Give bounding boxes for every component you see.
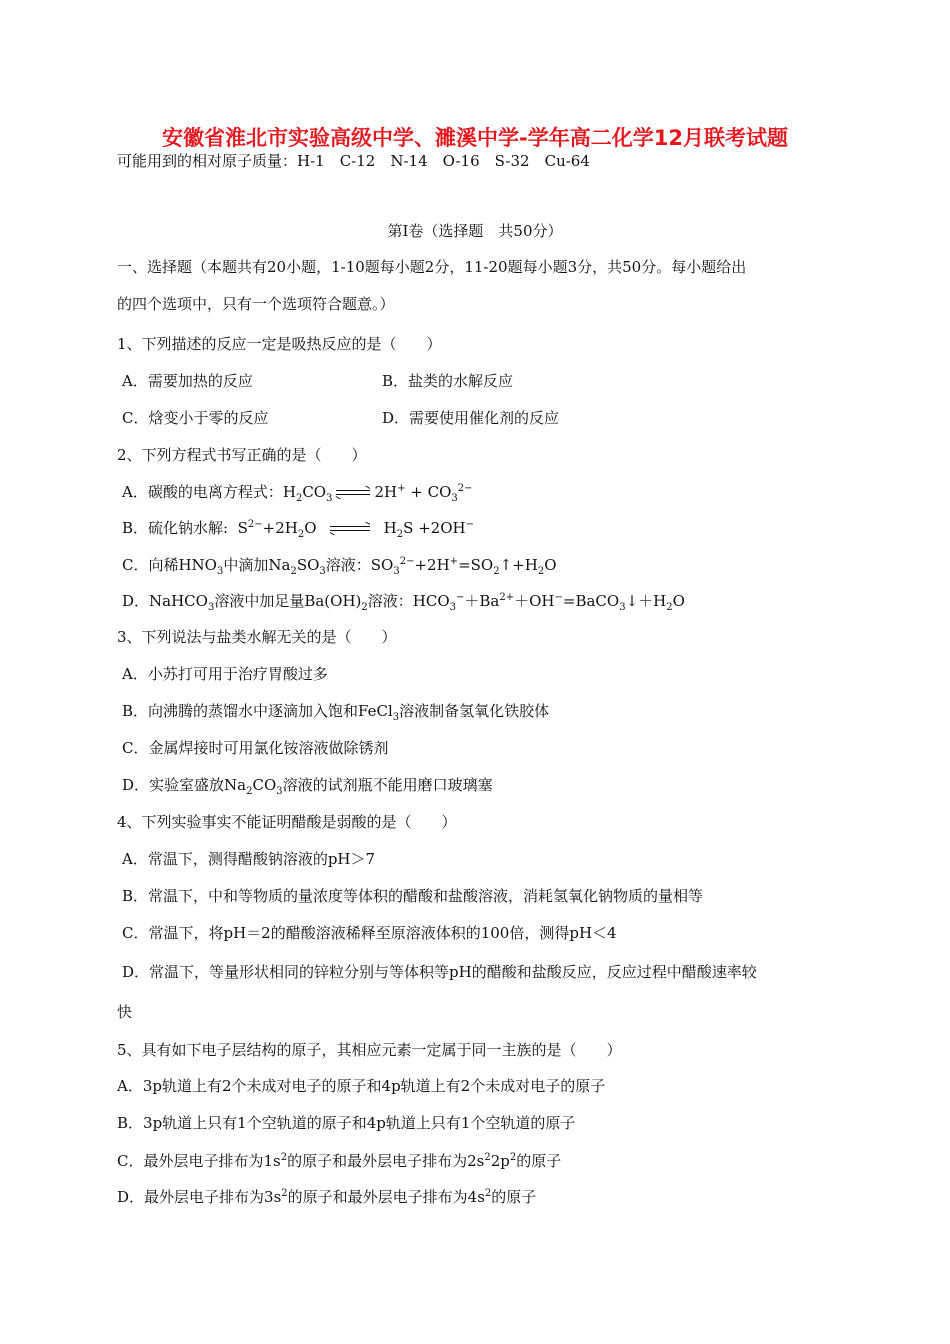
q4-option-d-line-2: 快: [117, 1003, 133, 1021]
instruction-line-1: 一、选择题（本题共有20小题，1-10题每小题2分，11-20题每小题3分，共50分。每小题给出: [117, 258, 747, 276]
q2-option-c: C．向稀$HNO_3$中滴加$Na_2SO_3$溶液：$SO_3^{2-}+2H^+=SO_2↑+H_2O$: [122, 556, 557, 577]
q4-option-d-line-1: D．常温下，等量形状相同的锌粒分别与等体积等pH的醋酸和盐酸反应，反应过程中醋酸速率较: [122, 963, 757, 981]
q3-option-b: B．向沸腾的蒸馏水中逐滴加入饱和FeCl$_3$溶液制备氢氧化铁胶体: [122, 702, 550, 723]
q1-option-d: D．需要使用催化剂的反应: [382, 409, 560, 427]
q3-option-a: A．小苏打可用于治疗胃酸过多: [122, 665, 328, 683]
q5-stem: 5、具有如下电子层结构的原子，其相应元素一定属于同一主族的是（ ）: [117, 1041, 622, 1059]
q5-option-c: C．最外层电子排布为$1s^2$的原子和最外层电子排布为$2s^22p^2$的原子: [117, 1152, 562, 1170]
atomic-masses: 可能用到的相对原子质量：H-1 C-12 N-14 O-16 S-32 Cu-64: [117, 152, 590, 170]
q4-option-c: C．常温下，将pH＝2的醋酸溶液稀释至原溶液体积的100倍，测得pH＜4: [122, 924, 617, 942]
equilibrium-arrow-icon: [330, 524, 370, 534]
page-title: 安徽省淮北市实验高级中学、濉溪中学-学年高二化学12月联考试题: [162, 126, 788, 150]
q1-option-b: B．盐类的水解反应: [382, 372, 514, 390]
q3-option-c: C．金属焊接时可用氯化铵溶液做除锈剂: [122, 739, 389, 757]
q5-option-d: D．最外层电子排布为$3s^2$的原子和最外层电子排布为$4s^2$的原子: [117, 1188, 537, 1206]
q3-stem: 3、下列说法与盐类水解无关的是（ ）: [117, 628, 397, 646]
q1-option-a: A．需要加热的反应: [122, 372, 253, 390]
q3-option-d: D．实验室盛放$Na_2CO_3$溶液的试剂瓶不能用磨口玻璃塞: [122, 776, 493, 797]
q5-option-a: A．3p轨道上有2个未成对电子的原子和4p轨道上有2个未成对电子的原子: [117, 1077, 606, 1095]
q1-option-c: C．焓变小于零的反应: [122, 409, 269, 427]
equilibrium-arrow-icon: [336, 488, 370, 498]
q4-option-a: A．常温下，测得醋酸钠溶液的pH＞7: [122, 850, 376, 868]
q2-option-b: B．硫化钠水解: $S^{2-}+2H_2O$ $H_2S +2OH^-$: [122, 519, 474, 540]
instruction-line-2: 的四个选项中，只有一个选项符合题意。）: [117, 295, 395, 313]
q1-stem: 1、下列描述的反应一定是吸热反应的是（ ）: [117, 335, 442, 353]
section-title: 第Ⅰ卷（选择题 共50分）: [387, 222, 563, 240]
q4-option-b: B．常温下，中和等物质的量浓度等体积的醋酸和盐酸溶液，消耗氢氧化钠物质的量相等: [122, 887, 704, 905]
q2-option-a: A．碳酸的电离方程式：$H_2CO_3$ $2H^+ + CO_3^{2-}$: [122, 483, 473, 504]
q2-option-d: D．NaHCO$_3$溶液中加足量$Ba(OH)_2$溶液：$HCO_3^-+Ba^{2+}+OH^-=BaCO_3↓+H_2O$: [122, 592, 685, 613]
q5-option-b: B．3p轨道上只有1个空轨道的原子和4p轨道上只有1个空轨道的原子: [117, 1114, 576, 1132]
q2-stem: 2、下列方程式书写正确的是（ ）: [117, 446, 367, 464]
q4-stem: 4、下列实验事实不能证明醋酸是弱酸的是（ ）: [117, 813, 457, 831]
